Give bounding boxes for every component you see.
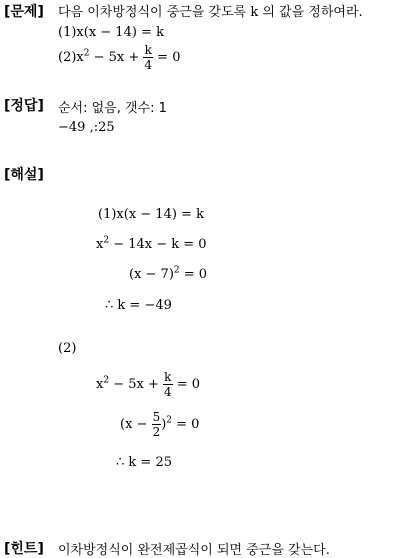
solution-line-2: $x^2 - 14x - k = 0$ [96,235,207,252]
solution-line-8: ∴ k = 25 [116,455,172,470]
problem-item-1: (1)x(x − 14) = k [58,25,164,40]
solution-line-6: $x^2 - 5x$ + $\frac{k}{4}$ = 0 [96,370,201,399]
solution-part-2-label: (2) [58,341,77,356]
solution-line-7: (x − $\frac{5}{2}$ )$^2$ = 0 [120,410,200,439]
answer-tag: [정답] [4,98,44,114]
problem-item-2: $(2)x^2 - 5x$ + $\frac{k}{4}$ = 0 [58,43,181,72]
problem-text: 다음 이차방정식이 중근을 갖도록 k 의 값을 정하여라. [58,5,363,20]
problem-tag: [문제] [4,4,44,20]
solution-line-1: (1)x(x − 14) = k [98,207,204,222]
hint-tag: [힌트] [4,541,44,557]
solution-line-4: ∴ k = −49 [105,298,172,313]
answer-meta: 순서: 없음, 갯수: 1 [58,101,167,116]
solution-tag: [해설] [4,167,44,183]
answer-value: −49 ,:25 [58,120,115,135]
hint-text: 이차방정식이 완전제곱식이 되면 중근을 갖는다. [58,543,330,558]
solution-line-3: $(x - 7)^2 = 0$ [129,265,208,282]
